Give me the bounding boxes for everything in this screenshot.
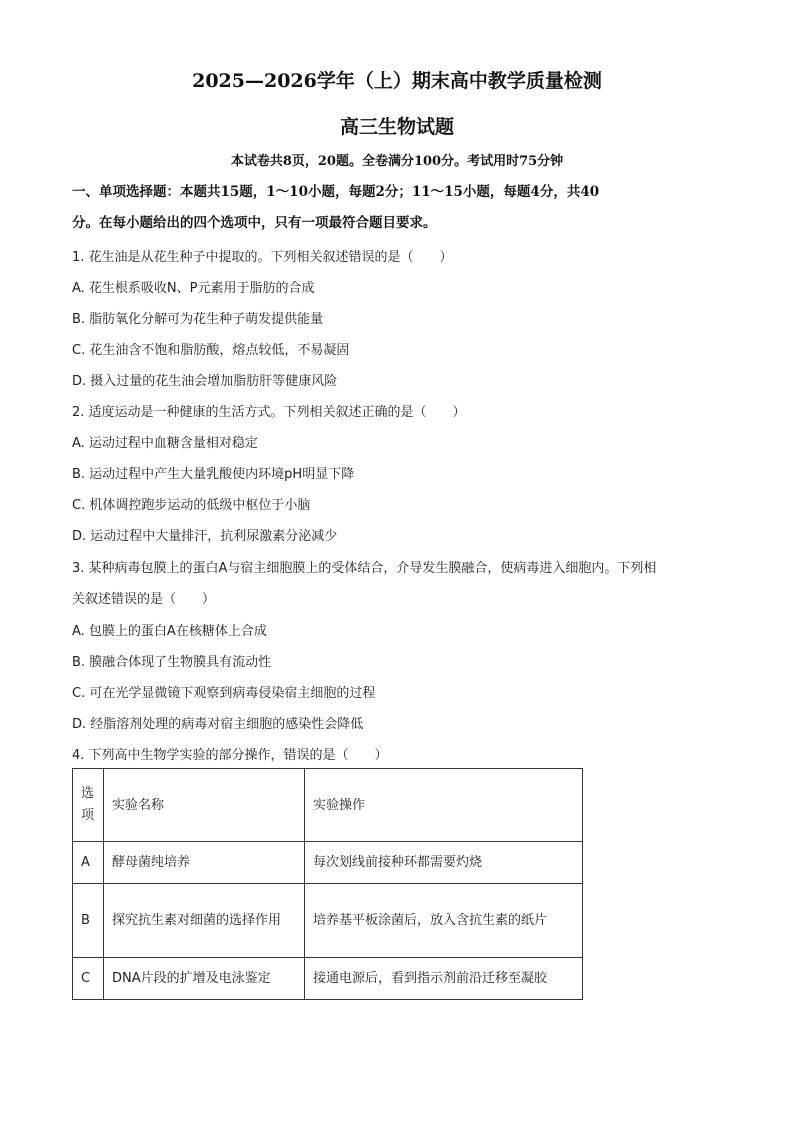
table-cell-operation: 培养基平板涂菌后，放入含抗生素的纸片 — [305, 884, 583, 958]
question-3-option-a: A. 包膜上的蛋白A在核糖体上合成 — [72, 624, 267, 639]
question-4-stem: 4. 下列高中生物学实验的部分操作，错误的是（ ） — [72, 748, 388, 763]
question-2-option-a: A. 运动过程中血糖含量相对稳定 — [72, 436, 258, 451]
question-3-option-b: B. 膜融合体现了生物膜具有流动性 — [72, 655, 272, 670]
question-2-option-b: B. 运动过程中产生大量乳酸使内环境pH明显下降 — [72, 467, 355, 482]
question-1-option-d: D. 摄入过量的花生油会增加脂肪肝等健康风险 — [72, 374, 338, 389]
exam-subtitle: 高三生物试题 — [339, 116, 454, 138]
question-2-option-d: D. 运动过程中大量排汗，抗利尿激素分泌减少 — [72, 529, 338, 544]
question-1-option-a: A. 花生根系吸收N、P元素用于脂肪的合成 — [72, 281, 315, 296]
section-heading-line-1: 一、单项选择题：本题共15题，1～10小题，每题2分；11～15小题，每题4分，共40 — [72, 184, 600, 200]
question-3-stem: 3. 某种病毒包膜上的蛋白A与宿主细胞膜上的受体结合，介导发生膜融合，使病毒进入细胞内。下列相 — [72, 561, 657, 576]
table-cell-operation: 每次划线前接种环都需要灼烧 — [305, 842, 583, 884]
table-row — [73, 884, 583, 958]
table-cell-option: C — [73, 958, 104, 1000]
question-3-stem-cont: 关叙述错误的是（ ） — [72, 592, 216, 607]
table-header-operation: 实验操作 — [305, 769, 583, 842]
question-3-option-d: D. 经脂溶剂处理的病毒对宿主细胞的感染性会降低 — [72, 717, 364, 732]
table-row — [73, 842, 583, 884]
question-1-option-c: C. 花生油含不饱和脂肪酸，熔点较低，不易凝固 — [72, 343, 350, 358]
table-cell-option: A — [73, 842, 104, 884]
exam-title: 2025—2026学年（上）期末高中教学质量检测 — [192, 70, 602, 92]
table-row — [73, 958, 583, 1000]
question-2-option-c: C. 机体调控跑步运动的低级中枢位于小脑 — [72, 498, 311, 513]
table-cell-name: 探究抗生素对细菌的选择作用 — [104, 884, 305, 958]
exam-meta: 本试卷共8页，20题。全卷满分100分。考试用时75分钟 — [230, 154, 564, 169]
section-heading-line-2: 分。在每小题给出的四个选项中，只有一项最符合题目要求。 — [72, 215, 437, 231]
table-header-name: 实验名称 — [104, 769, 305, 842]
table-cell-name: 酵母菌纯培养 — [104, 842, 305, 884]
table-cell-name: DNA片段的扩增及电泳鉴定 — [104, 958, 305, 1000]
table-cell-operation: 接通电源后，看到指示剂前沿迁移至凝胶 — [305, 958, 583, 1000]
table-cell-option: B — [73, 884, 104, 958]
table-header-row — [73, 769, 583, 842]
question-3-option-c: C. 可在光学显微镜下观察到病毒侵染宿主细胞的过程 — [72, 686, 376, 701]
question-1-option-b: B. 脂肪氧化分解可为花生种子萌发提供能量 — [72, 312, 324, 327]
experiment-table — [72, 768, 583, 1000]
table-header-option: 选项 — [73, 769, 104, 842]
question-2-stem: 2. 适度运动是一种健康的生活方式。下列相关叙述正确的是（ ） — [72, 405, 466, 420]
question-1-stem: 1. 花生油是从花生种子中提取的。下列相关叙述错误的是（ ） — [72, 250, 453, 265]
